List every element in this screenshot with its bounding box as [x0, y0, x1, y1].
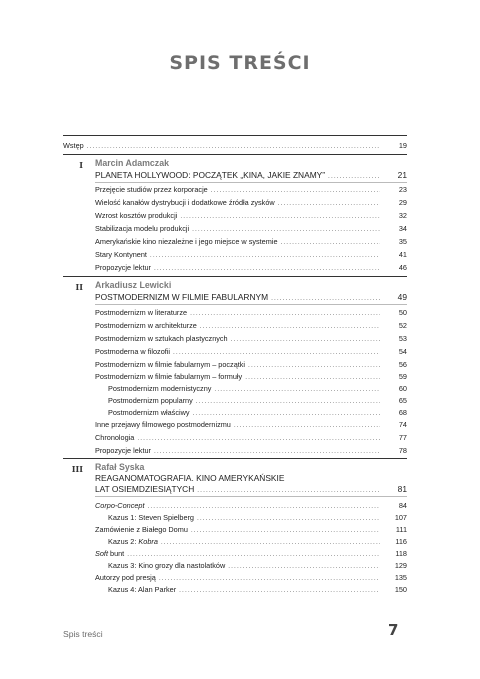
- toc-entry-page: 35: [398, 237, 407, 246]
- toc-entry-page: 23: [398, 185, 407, 194]
- section-heading-row: [95, 484, 407, 494]
- toc-row-indented: [108, 396, 407, 406]
- section-heading: LAT OSIEMDZIESIĄTYCH: [95, 484, 195, 494]
- dot-leader: [200, 322, 380, 332]
- toc-entry-page: 59: [398, 372, 407, 381]
- dot-leader: [231, 335, 380, 345]
- dot-leader: [197, 486, 380, 496]
- toc-entry-label: Postmodernizm właściwy: [108, 408, 190, 417]
- toc-row-intro: [63, 141, 407, 151]
- dot-leader: [161, 538, 380, 548]
- divider-section-1: [63, 154, 407, 155]
- toc-row: [95, 433, 407, 443]
- dot-leader: [180, 212, 380, 222]
- dot-leader: [154, 447, 380, 457]
- toc-row: [95, 525, 407, 535]
- toc-entry-label: Postmodernizm w filmie fabularnym – początki: [95, 360, 246, 369]
- toc-row: [95, 211, 407, 221]
- subdivider: [95, 496, 407, 497]
- toc-entry-label: Inne przejawy filmowego postmodernizmu: [95, 420, 231, 429]
- dot-leader: [248, 361, 380, 371]
- section-heading: REAGANOMATOGRAFIA. KINO AMERYKAŃSKIE: [95, 473, 285, 483]
- dot-leader: [191, 526, 380, 536]
- page-number: 7: [388, 621, 399, 639]
- toc-entry-label: Corpo-Concept: [95, 501, 145, 510]
- toc-entry-page: 53: [398, 334, 407, 343]
- toc-entry-label: Postmodernizm w architekturze: [95, 321, 197, 330]
- subdivider: [95, 182, 407, 183]
- toc-row: [95, 549, 407, 559]
- toc-entry-page: 118: [395, 549, 407, 558]
- toc-row-indented: [108, 561, 407, 571]
- toc-entry-page: 50: [398, 308, 407, 317]
- dot-leader: [159, 574, 380, 584]
- toc-entry-label: Autorzy pod presją: [95, 573, 156, 582]
- section-number: I: [79, 160, 83, 170]
- toc-entry-page: 74: [398, 420, 407, 429]
- label-italic-title: Kobra: [138, 537, 158, 546]
- label-prefix: Kazus 2:: [108, 537, 139, 546]
- dot-leader: [150, 251, 380, 261]
- toc-entry-page: 107: [394, 513, 407, 522]
- dot-leader: [173, 348, 380, 358]
- dot-leader: [228, 562, 380, 572]
- toc-entry-page: 81: [397, 484, 407, 494]
- dot-leader: [197, 514, 380, 524]
- section-heading-row: [95, 170, 407, 180]
- toc-entry-page: 77: [398, 433, 407, 442]
- toc-row: [95, 237, 407, 247]
- toc-entry-label: [108, 537, 158, 547]
- toc-row: [95, 250, 407, 260]
- toc-row: [95, 501, 407, 511]
- section-heading-row: [95, 292, 407, 302]
- toc-row: [95, 263, 407, 273]
- toc-row-indented: [108, 513, 407, 523]
- toc-entry-label: Postmodernizm popularny: [108, 396, 193, 405]
- toc-entry-page: 32: [398, 211, 407, 220]
- toc-entry-label: Wstęp: [63, 141, 84, 150]
- toc-row: [95, 185, 407, 195]
- toc-entry-label: Postmodernizm modernistyczny: [108, 384, 212, 393]
- toc-entry-page: 52: [398, 321, 407, 330]
- toc-row: [95, 360, 407, 370]
- dot-leader: [245, 373, 380, 383]
- toc-row: [95, 334, 407, 344]
- toc-entry-label: Kazus 1: Steven Spielberg: [108, 513, 194, 522]
- dot-leader: [271, 294, 380, 304]
- toc-entry-label: Przejęcie studiów przez korporacje: [95, 185, 208, 194]
- toc-row: [95, 420, 407, 430]
- toc-entry-page: 21: [397, 170, 407, 180]
- toc-entry-page: 34: [398, 224, 407, 233]
- dot-leader: [87, 142, 380, 152]
- toc-entry-page: 84: [398, 501, 407, 510]
- toc-entry-page: 116: [395, 537, 407, 546]
- dot-leader: [192, 225, 380, 235]
- dot-leader: [328, 172, 380, 182]
- toc-entry-label: Wielość kanałów dystrybucji i dodatkowe źródła zysków: [95, 198, 275, 207]
- toc-entry-label: Kazus 4: Alan Parker: [108, 585, 177, 594]
- toc-entry-page: 150: [394, 585, 407, 594]
- dot-leader: [281, 238, 381, 248]
- dot-leader: [179, 586, 380, 596]
- toc-entry-label: Postmodernizm w sztukach plastycznych: [95, 334, 228, 343]
- divider-section-2: [63, 276, 407, 277]
- toc-entry-page: 46: [398, 263, 407, 272]
- toc-entry-page: 129: [394, 561, 407, 570]
- toc-entry-page: 78: [398, 446, 407, 455]
- toc-entry-label: Postmodernizm w filmie fabularnym – formuły: [95, 372, 243, 381]
- toc-entry-label: Postmoderna w filozofii: [95, 347, 171, 356]
- toc-row: [95, 224, 407, 234]
- dot-leader: [137, 434, 380, 444]
- divider-section-3: [63, 458, 407, 459]
- running-title: Spis treści: [63, 629, 103, 639]
- toc-entry-label: Zamówienie z Białego Domu: [95, 525, 188, 534]
- toc-entry-label: Amerykańskie kino niezależne i jego miejsce w systemie: [95, 237, 278, 246]
- toc-entry-page: 60: [398, 384, 407, 393]
- dot-leader: [234, 421, 380, 431]
- section-heading-line: [95, 473, 407, 483]
- divider-top: [63, 135, 407, 136]
- toc-entry-label: Postmodernizm w literaturze: [95, 308, 188, 317]
- toc-row: [95, 372, 407, 382]
- dot-leader: [154, 264, 380, 274]
- section-author: Arkadiusz Lewicki: [95, 280, 172, 290]
- toc-row: [95, 198, 407, 208]
- toc-entry-page: 49: [397, 292, 407, 302]
- toc-entry-label: Stary Kontynent: [95, 250, 147, 259]
- toc-entry-page: 65: [398, 396, 407, 405]
- toc-row-indented: [108, 537, 407, 547]
- toc-entry-page: 54: [398, 347, 407, 356]
- section-author: Rafał Syska: [95, 462, 145, 472]
- toc-row-indented: [108, 384, 407, 394]
- toc-entry-page: 56: [398, 360, 407, 369]
- dot-leader: [127, 550, 380, 560]
- toc-entry-label: Stabilizacja modelu produkcji: [95, 224, 190, 233]
- section-heading: POSTMODERNIZM W FILMIE FABULARNYM: [95, 292, 269, 302]
- section-number: III: [71, 464, 83, 474]
- dot-leader: [147, 502, 380, 512]
- toc-row-indented: [108, 408, 407, 418]
- toc-entry-label: Wzrost kosztów produkcji: [95, 211, 178, 220]
- toc-row: [95, 573, 407, 583]
- toc-entry-page: 68: [398, 408, 407, 417]
- toc-row: [95, 446, 407, 456]
- toc-entry-page: 41: [398, 250, 407, 259]
- page-title: SPIS TREŚCI: [169, 52, 311, 74]
- toc-entry-page: 19: [398, 141, 407, 150]
- toc-row: [95, 321, 407, 331]
- section-heading: PLANETA HOLLYWOOD: POCZĄTEK „KINA, JAKIE ZNAMY”: [95, 170, 326, 180]
- toc-entry-page: 111: [395, 525, 407, 534]
- label-rest: bunt: [107, 549, 125, 558]
- toc-entry-page: 29: [398, 198, 407, 207]
- toc-entry-label: Kazus 3: Kino grozy dla nastolatków: [108, 561, 226, 570]
- toc-row: [95, 308, 407, 318]
- toc-row: [95, 347, 407, 357]
- dot-leader: [278, 199, 380, 209]
- dot-leader: [214, 385, 380, 395]
- label-italic-word: Soft: [95, 549, 108, 558]
- subdivider: [95, 304, 407, 305]
- toc-entry-label: Propozycje lektur: [95, 263, 151, 272]
- dot-leader: [196, 397, 380, 407]
- dot-leader: [190, 309, 380, 319]
- toc-entry-page: 135: [394, 573, 407, 582]
- section-author: Marcin Adamczak: [95, 158, 169, 168]
- toc-entry-label: Propozycje lektur: [95, 446, 151, 455]
- toc-row-indented: [108, 585, 407, 595]
- dot-leader: [211, 186, 380, 196]
- toc-entry-label: [95, 549, 124, 559]
- section-number: II: [75, 282, 83, 292]
- toc-entry-label: Chronologia: [95, 433, 135, 442]
- dot-leader: [193, 409, 380, 419]
